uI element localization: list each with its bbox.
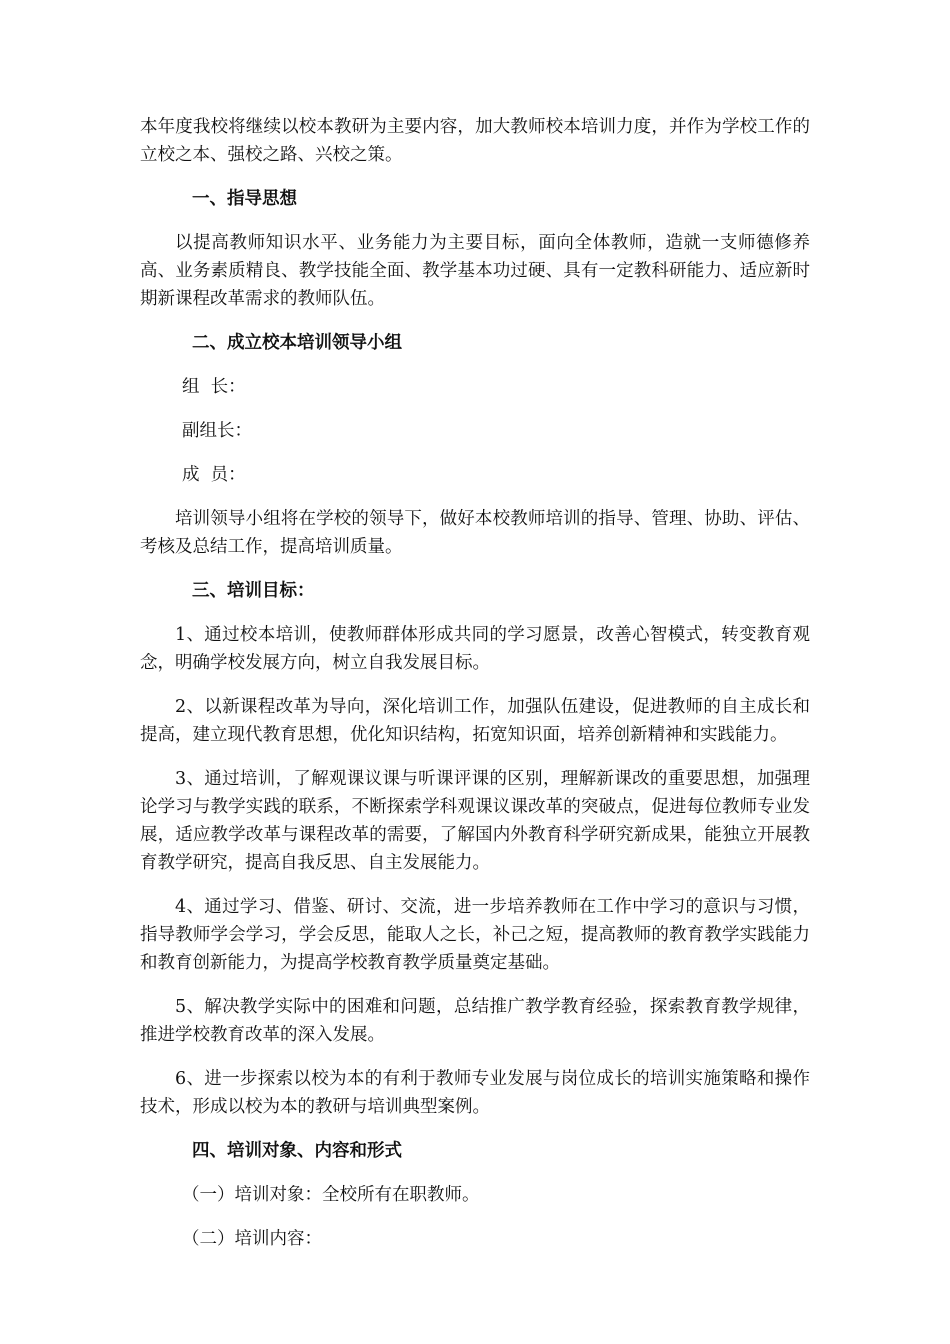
training-goal-item: 1、通过校本培训，使教师群体形成共同的学习愿景，改善心智模式，转变教育观念，明确学校发展方向，树立自我发展目标。 bbox=[140, 625, 810, 673]
section-heading-training-objects: 四、培训对象、内容和形式 bbox=[192, 1141, 402, 1161]
training-goal-item: 4、通过学习、借鉴、研讨、交流，进一步培养教师在工作中学习的意识与习惯，指导教师学会学习，学会反思，能取人之长，补己之短，提高教师的教育教学实践能力和教育创新能力，为提高学校教育教学质量奠定基础。 bbox=[140, 897, 810, 973]
training-content-line: （二）培训内容： bbox=[182, 1229, 322, 1249]
training-goal-item: 6、进一步探索以校为本的有利于教师专业发展与岗位成长的培训实施策略和操作技术，形成以校为本的教研与培训典型案例。 bbox=[140, 1069, 810, 1117]
training-goal-item: 3、通过培训，了解观课议课与听课评课的区别，理解新课改的重要思想，加强理论学习与教学实践的联系，不断探索学科观课议课改革的突破点，促进每位教师专业发展，适应教学改革与课程改革的需要，了解国内外教育科学研究新成果，能独立开展教育教学研究，提高自我反思、自主发展能力。 bbox=[140, 769, 810, 873]
training-goal-item: 2、以新课程改革为导向，深化培训工作，加强队伍建设，促进教师的自主成长和提高，建立现代教育思想，优化知识结构，拓宽知识面，培养创新精神和实践能力。 bbox=[140, 697, 810, 745]
guiding-ideology-paragraph: 以提高教师知识水平、业务能力为主要目标，面向全体教师，造就一支师德修养高、业务素质精良、教学技能全面、教学基本功过硬、具有一定教科研能力、适应新时期新课程改革需求的教师队伍。 bbox=[140, 233, 810, 309]
leadership-group-paragraph: 培训领导小组将在学校的领导下，做好本校教师培训的指导、管理、协助、评估、考核及总结工作，提高培训质量。 bbox=[140, 509, 810, 557]
group-leader-line: 组 长： bbox=[182, 377, 246, 397]
group-deputy-line: 副组长： bbox=[182, 421, 252, 441]
section-heading-training-goals: 三、培训目标： bbox=[192, 581, 315, 601]
training-goal-item: 5、解决教学实际中的困难和问题，总结推广教学教育经验，探索教育教学规律，推进学校教育改革的深入发展。 bbox=[140, 997, 810, 1045]
document-body bbox=[140, 113, 810, 1269]
group-members-line: 成 员： bbox=[182, 465, 246, 485]
section-heading-guiding-ideology: 一、指导思想 bbox=[192, 189, 297, 209]
training-target-line: （一）培训对象：全校所有在职教师。 bbox=[182, 1185, 480, 1205]
intro-paragraph: 本年度我校将继续以校本教研为主要内容，加大教师校本培训力度，并作为学校工作的立校之本、强校之路、兴校之策。 bbox=[140, 117, 810, 165]
section-heading-leadership-group: 二、成立校本培训领导小组 bbox=[192, 333, 402, 353]
